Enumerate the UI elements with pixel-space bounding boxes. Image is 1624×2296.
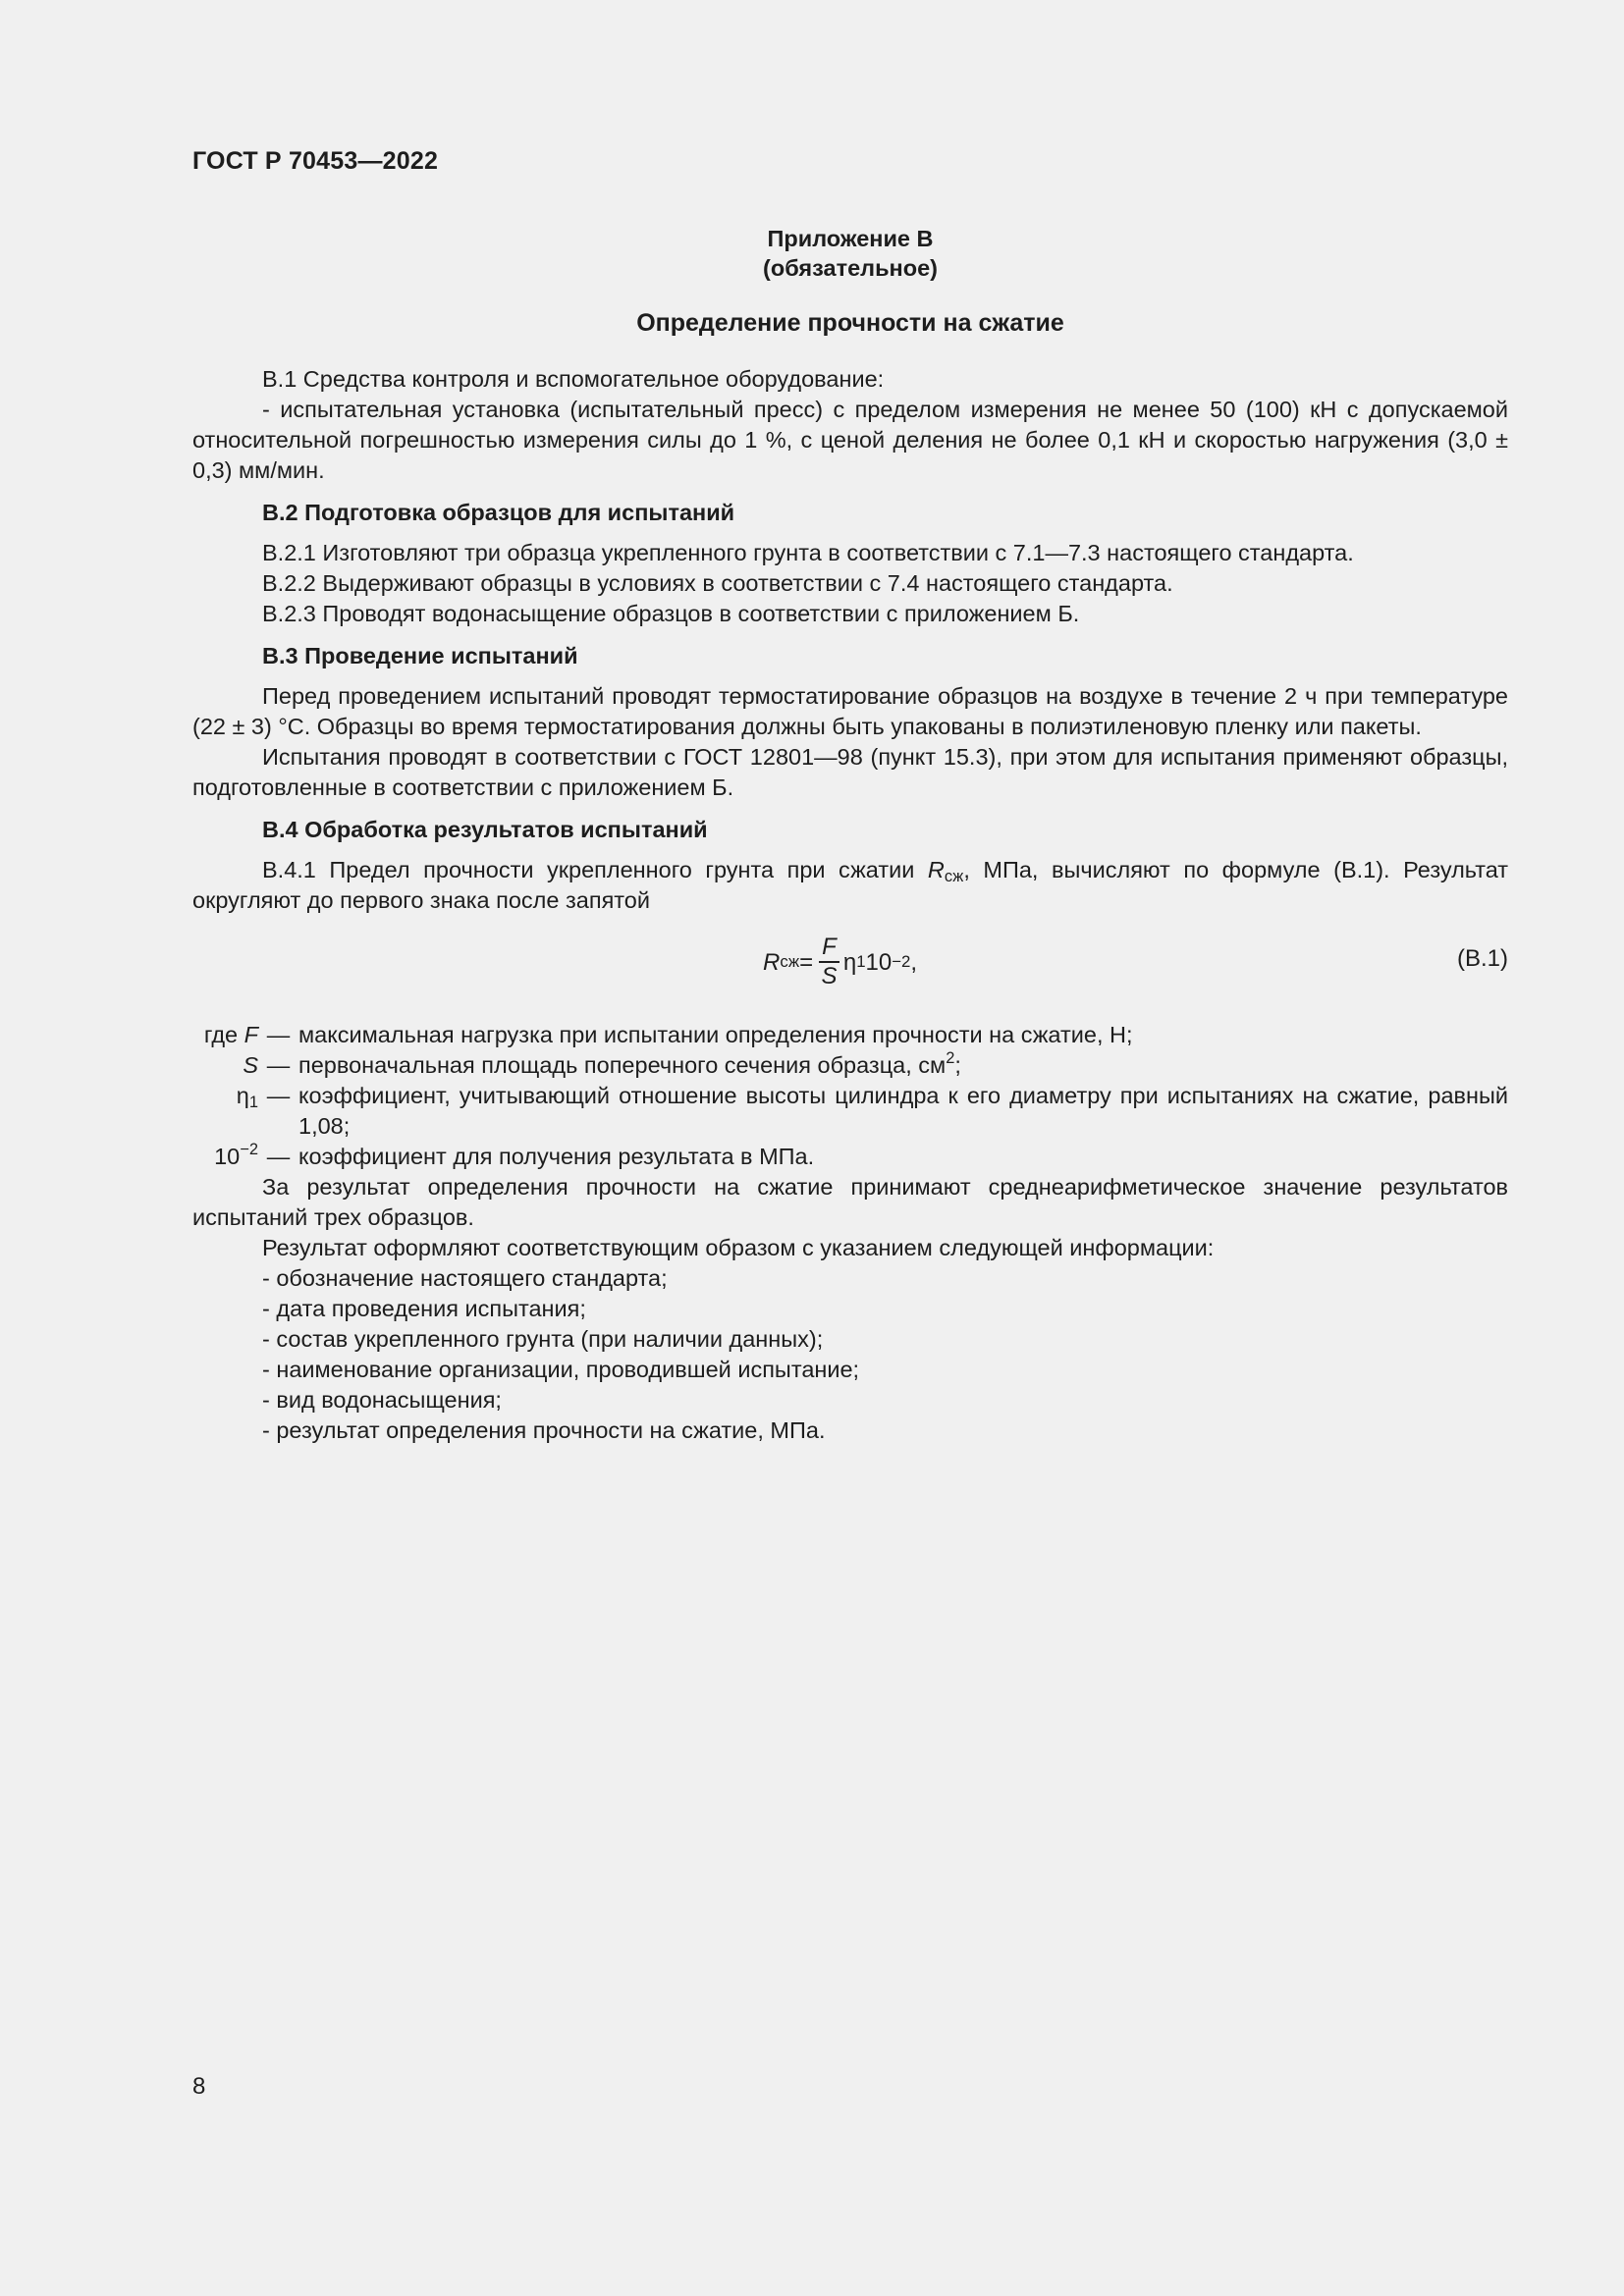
formula-eta: η [842, 948, 857, 976]
definition-symbol-power: 10 [214, 1144, 241, 1169]
definition-dash: — [266, 1022, 291, 1047]
clause-b1-text: - испытательная установка (испытательный пресс) с пределом измерения не менее 50 (100) кН с допускаемой относительной погрешностью измерения силы до 1 %, с ценой деления не более 0,1 кН и скоростью нагружения (3,0 ± 0,3) мм/мин. [192, 397, 1508, 483]
result-list-item: - наименование организации, проводившей испытание; [262, 1357, 860, 1382]
definition-text-power: коэффициент для получения результата в МПа. [298, 1144, 815, 1169]
page-number: 8 [192, 2073, 206, 2100]
appendix-title: Приложение В [767, 226, 934, 251]
clause-b4-1 [192, 855, 1508, 916]
result-list-item: - вид водонасыщения; [262, 1387, 502, 1413]
definition-text-f: максимальная нагрузка при испытании определения прочности на сжатие, Н; [298, 1022, 1133, 1047]
formula-fraction [819, 934, 839, 990]
page-content [192, 224, 1508, 1446]
definition-dash: — [266, 1083, 291, 1108]
result-list-item: - результат определения прочности на сжатие, МПа. [262, 1417, 826, 1443]
result-paragraph-1: За результат определения прочности на сжатие принимают среднеарифметическое значение результатов испытаний трех образцов. [192, 1174, 1508, 1230]
document-code: ГОСТ Р 70453—2022 [192, 147, 439, 175]
formula-expression: R сж = $\frac{F}{S}$ η 1 10 −2 , [763, 934, 918, 989]
definition-text-s-superscript: 2 [946, 1049, 955, 1068]
result-list [192, 1263, 1508, 1446]
clause-b4-1-text-start: В.4.1 Предел прочности укрепленного грунта при сжатии [262, 857, 928, 882]
definition-symbol-eta: η [236, 1083, 249, 1108]
formula-lhs: R [763, 948, 781, 976]
clause-b2-3: В.2.3 Проводят водонасыщение образцов в соответствии с приложением Б. [262, 601, 1080, 626]
definition-dash: — [266, 1052, 291, 1078]
formula-definitions [192, 1020, 1508, 1172]
appendix-status: (обязательное) [763, 255, 938, 281]
clause-b4-1-text-end: , МПа, вычисляют по формуле (В.1). Результат округляют до первого знака после запятой [192, 857, 1509, 913]
formula-number: (В.1) [1456, 945, 1508, 972]
formula-denominator: S [821, 963, 838, 989]
result-list-item: - дата проведения испытания; [262, 1296, 586, 1321]
clause-b2-heading: В.2 Подготовка образцов для испытаний [262, 500, 735, 525]
definition-text-s-end: ; [954, 1052, 961, 1078]
strength-symbol-subscript: сж [944, 868, 964, 886]
definition-symbol-f: F [244, 1022, 258, 1047]
clause-b4-heading: В.4 Обработка результатов испытаний [262, 817, 708, 842]
clause-b3-paragraph-2: Испытания проводят в соответствии с ГОСТ 12801—98 (пункт 15.3), при этом для испытания применяют образцы, подготовленные в соответствии с приложением Б. [192, 744, 1508, 800]
appendix-heading: Определение прочности на сжатие [636, 309, 1064, 337]
clause-b1-title: В.1 Средства контроля и вспомогательное оборудование: [262, 366, 885, 392]
formula-tail: , [910, 948, 918, 976]
definition-eta [192, 1081, 1508, 1142]
definition-symbol-eta-subscript: 1 [248, 1094, 258, 1112]
definition-text-eta: коэффициент, учитывающий отношение высоты цилиндра к его диаметру при испытаниях на сжатие, равный 1,08; [298, 1083, 1508, 1139]
clause-b2-1: В.2.1 Изготовляют три образца укрепленного грунта в соответствии с 7.1—7.3 настоящего стандарта. [262, 540, 1354, 565]
formula-b1 [192, 930, 1508, 1002]
result-list-item: - обозначение настоящего стандарта; [262, 1265, 668, 1291]
definition-power [192, 1142, 1508, 1172]
clause-b3-paragraph-1: Перед проведением испытаний проводят термостатирование образцов на воздухе в течение 2 ч при температуре (22 ± 3) °С. Образцы во время термостатирования должны быть упакованы в полиэтиленовую пленку или пакеты. [192, 683, 1508, 739]
definition-f [192, 1020, 1508, 1050]
strength-symbol: R [927, 857, 945, 882]
definition-dash: — [266, 1144, 291, 1169]
definition-symbol-s: S [243, 1052, 258, 1078]
result-paragraph-2: Результат оформляют соответствующим образом с указанием следующей информации: [262, 1235, 1215, 1260]
clause-b2-2: В.2.2 Выдерживают образцы в условиях в соответствии с 7.4 настоящего стандарта. [262, 570, 1173, 596]
definition-s [192, 1050, 1508, 1081]
result-list-item: - состав укрепленного грунта (при наличии данных); [262, 1326, 824, 1352]
formula-numerator: F [819, 934, 839, 963]
definition-text-s: первоначальная площадь поперечного сечения образца, см [298, 1052, 947, 1078]
formula-equals: = [799, 948, 814, 976]
clause-b3-heading: В.3 Проведение испытаний [262, 643, 578, 668]
formula-power-base: 10 [865, 948, 893, 976]
definition-symbol-power-exponent: −2 [240, 1141, 258, 1159]
definition-prefix: где [203, 1022, 244, 1047]
